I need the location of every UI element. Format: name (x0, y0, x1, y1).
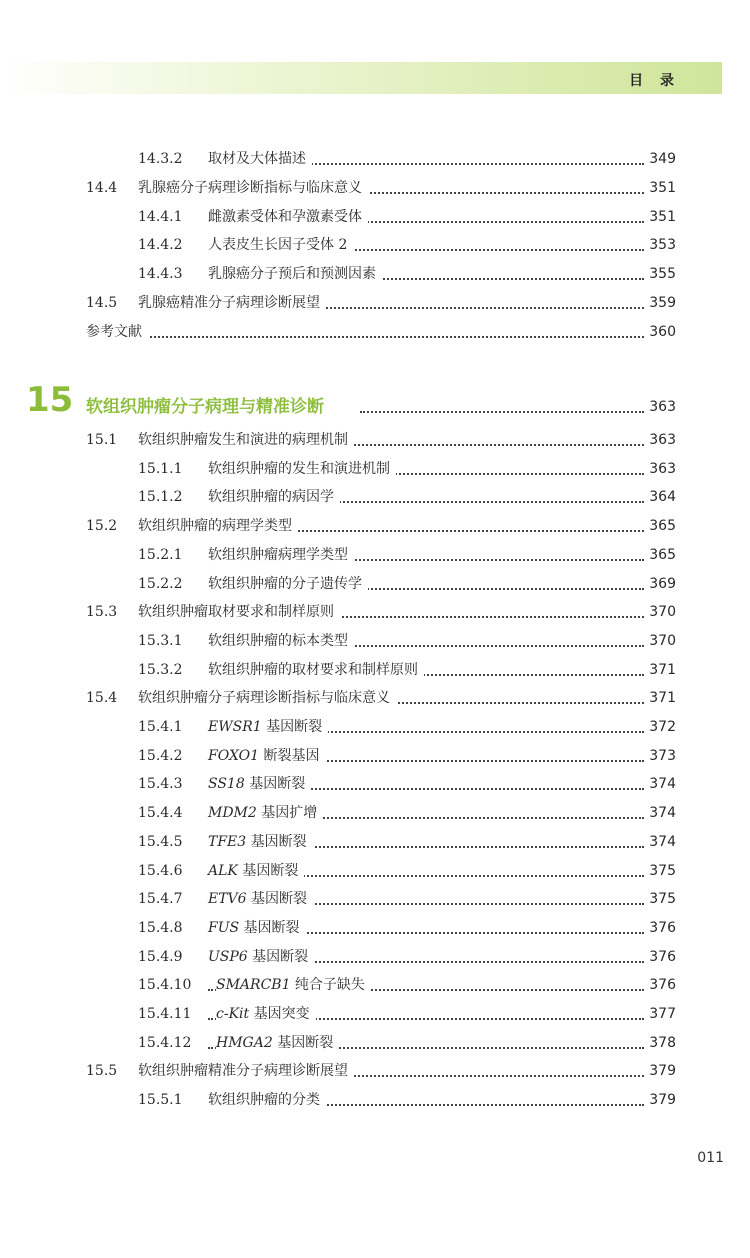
toc-entry-title: 乳腺癌分子预后和预测因素 (208, 262, 382, 286)
gene-name: FUS (208, 919, 240, 936)
toc-entry-number: 15.4.1 (138, 719, 183, 735)
toc-entry-title: 软组织肿瘤分子病理诊断指标与临床意义 (138, 686, 396, 710)
toc-entry-number: 14.5 (86, 295, 118, 311)
gene-name: FOXO1 (208, 747, 260, 764)
page-number: 011 (697, 1150, 724, 1166)
toc-entry-title: 软组织肿瘤病理学类型 (208, 543, 354, 567)
toc-entry-title-text: 基因断裂 (244, 776, 306, 793)
toc-entry-number: 15.4.12 (138, 1034, 192, 1051)
gene-name: EWSR1 (208, 719, 262, 735)
toc-entry-title: 软组织肿瘤的标本类型 (208, 629, 354, 653)
chapter-title-row[interactable] (0, 395, 750, 419)
header-title: 目 录 (629, 73, 680, 89)
header-band (0, 62, 722, 94)
toc-entry-page: 370 (645, 629, 676, 653)
toc-entry-title: 软组织肿瘤的病理学类型 (138, 514, 298, 538)
gene-name: c-Kit (216, 1006, 250, 1022)
toc-entry-page: 371 (645, 686, 676, 710)
toc-entry[interactable] (0, 1088, 750, 1112)
toc-entry-title: 软组织肿瘤的病因学 (208, 485, 340, 509)
toc-entry-number: 15.4.8 (138, 919, 183, 936)
toc-entry-title-text: 基因断裂 (246, 891, 308, 908)
toc-entry-number: 14.4.3 (138, 266, 183, 283)
toc-entry-number: 15.3.2 (138, 661, 183, 678)
toc-entry-title-text: 基因断裂 (239, 919, 300, 936)
toc-entry-title-text: 基因扩增 (256, 805, 318, 822)
toc-entry-page: 351 (645, 205, 676, 229)
toc-entry[interactable] (0, 320, 750, 344)
toc-entry-title: 乳腺癌精准分子病理诊断展望 (138, 291, 326, 315)
toc-entry-title-text: 基因断裂 (261, 719, 323, 735)
toc-entry-page: 369 (645, 572, 676, 596)
toc-entry-title-text: 纯合子缺失 (290, 977, 365, 994)
gene-name: SMARCB1 (216, 977, 291, 994)
toc-entry-number: 15.3.1 (138, 632, 183, 649)
leader-dots (360, 387, 644, 413)
toc-entry-number: 15.4.2 (138, 747, 183, 764)
toc-entry-title: 软组织肿瘤发生和演进的病理机制 (138, 428, 354, 452)
toc-entry-title: 软组织肿瘤的发生和演进机制 (208, 457, 396, 481)
chapter-page: 363 (645, 395, 676, 419)
toc-entry-number: 14.3.2 (138, 151, 183, 167)
toc-entry-page: 379 (645, 1059, 676, 1083)
chapter-title: 软组织肿瘤分子病理与精准诊断 (86, 395, 330, 419)
toc-entry-number: 15.4 (86, 690, 118, 707)
toc-entry-title: 人表皮生长因子受体 2 (208, 233, 353, 257)
toc-entry-number: 15.4.5 (138, 833, 183, 850)
toc-entry-page: 359 (645, 291, 676, 315)
toc-entry-page: 374 (645, 801, 676, 825)
toc-entry-page: 370 (645, 600, 676, 624)
toc-entry-number: 15.4.11 (138, 1006, 192, 1022)
toc-entry-number: 15.5 (86, 1063, 118, 1080)
toc-entry-number: 15.5.1 (138, 1092, 183, 1109)
toc-entry-title: 雌激素受体和孕激素受体 (208, 205, 368, 229)
toc-entry-page: 375 (645, 887, 676, 911)
toc-entry-page: 365 (645, 514, 676, 538)
toc-entry-number: 14.4.1 (138, 208, 183, 225)
toc-entry-page: 376 (645, 973, 676, 997)
toc-entry-title: 软组织肿瘤精准分子病理诊断展望 (138, 1059, 354, 1083)
toc-entry-page: 363 (645, 428, 676, 452)
toc-entry-page: 372 (645, 715, 676, 739)
toc-entry-page: 349 (645, 147, 676, 171)
toc-entry-page: 374 (645, 830, 676, 854)
gene-name: ALK (208, 862, 238, 879)
toc-entry-title: 参考文献 (86, 320, 148, 344)
toc-entry-title-text: 基因断裂 (246, 833, 307, 850)
toc-entry-page: 365 (645, 543, 676, 567)
toc-entry-page: 360 (645, 320, 676, 344)
toc-entry-number: 15.4.7 (138, 891, 183, 908)
toc-entry-page: 376 (645, 945, 676, 969)
toc-entry-number: 15.4.6 (138, 862, 183, 879)
toc-entry-title: 取材及大体描述 (208, 147, 312, 171)
toc-entry-number: 15.4.9 (138, 948, 183, 965)
toc-entry-page: 379 (645, 1088, 676, 1112)
toc-entry-number: 14.4 (86, 179, 118, 196)
gene-name: MDM2 (208, 805, 257, 822)
gene-name: HMGA2 (216, 1034, 273, 1051)
toc-entry-page: 373 (645, 744, 676, 768)
toc-entry-number: 15.3 (86, 604, 118, 621)
chapter-number: 15 (26, 380, 74, 420)
toc-entry-number: 15.2.2 (138, 575, 183, 592)
toc-entry-title: 软组织肿瘤的分类 (208, 1088, 326, 1112)
toc-entry-title-text: 基因断裂 (247, 948, 309, 965)
leader-dots (86, 312, 644, 338)
toc-entry-page: 377 (645, 1002, 676, 1026)
toc-entry-number: 15.1.1 (138, 460, 183, 477)
toc-entry-title: 软组织肿瘤的取材要求和制样原则 (208, 658, 424, 682)
toc-entry-page: 351 (645, 176, 676, 200)
toc-entry-number: 15.4.4 (138, 805, 183, 822)
toc-entry-number: 15.1.2 (138, 489, 183, 506)
toc-entry-title-text: 基因断裂 (237, 862, 299, 879)
toc-entry-page: 374 (645, 772, 676, 796)
toc-entry-title: 软组织肿瘤取材要求和制样原则 (138, 600, 340, 624)
toc-entry-number: 15.4.10 (138, 977, 192, 994)
toc-entry-number: 15.2 (86, 518, 118, 535)
toc-entry-number: 15.2.1 (138, 546, 183, 563)
toc-entry-title-text: 基因断裂 (272, 1034, 334, 1051)
toc-entry-page: 376 (645, 916, 676, 940)
toc-entry-page: 353 (645, 233, 676, 257)
gene-name: SS18 (208, 776, 245, 793)
toc-entry-title-text: 断裂基因 (259, 747, 320, 764)
toc-entry-title: 软组织肿瘤的分子遗传学 (208, 572, 368, 596)
toc-entry-page: 364 (645, 485, 676, 509)
toc-entry-page: 375 (645, 859, 676, 883)
toc-entry-number: 15.1 (86, 432, 118, 448)
gene-name: TFE3 (208, 833, 247, 850)
gene-name: ETV6 (208, 891, 247, 908)
toc-entry-page: 378 (645, 1031, 676, 1055)
gene-name: USP6 (208, 948, 248, 965)
toc-entry-title-text: 基因突变 (249, 1006, 310, 1022)
toc-entry-page: 363 (645, 457, 676, 481)
toc-entry-number: 14.4.2 (138, 237, 183, 254)
toc-entry-page: 371 (645, 658, 676, 682)
toc-entry-number: 15.4.3 (138, 776, 183, 793)
toc-entry-title: 乳腺癌分子病理诊断指标与临床意义 (138, 176, 368, 200)
toc-entry-page: 355 (645, 262, 676, 286)
